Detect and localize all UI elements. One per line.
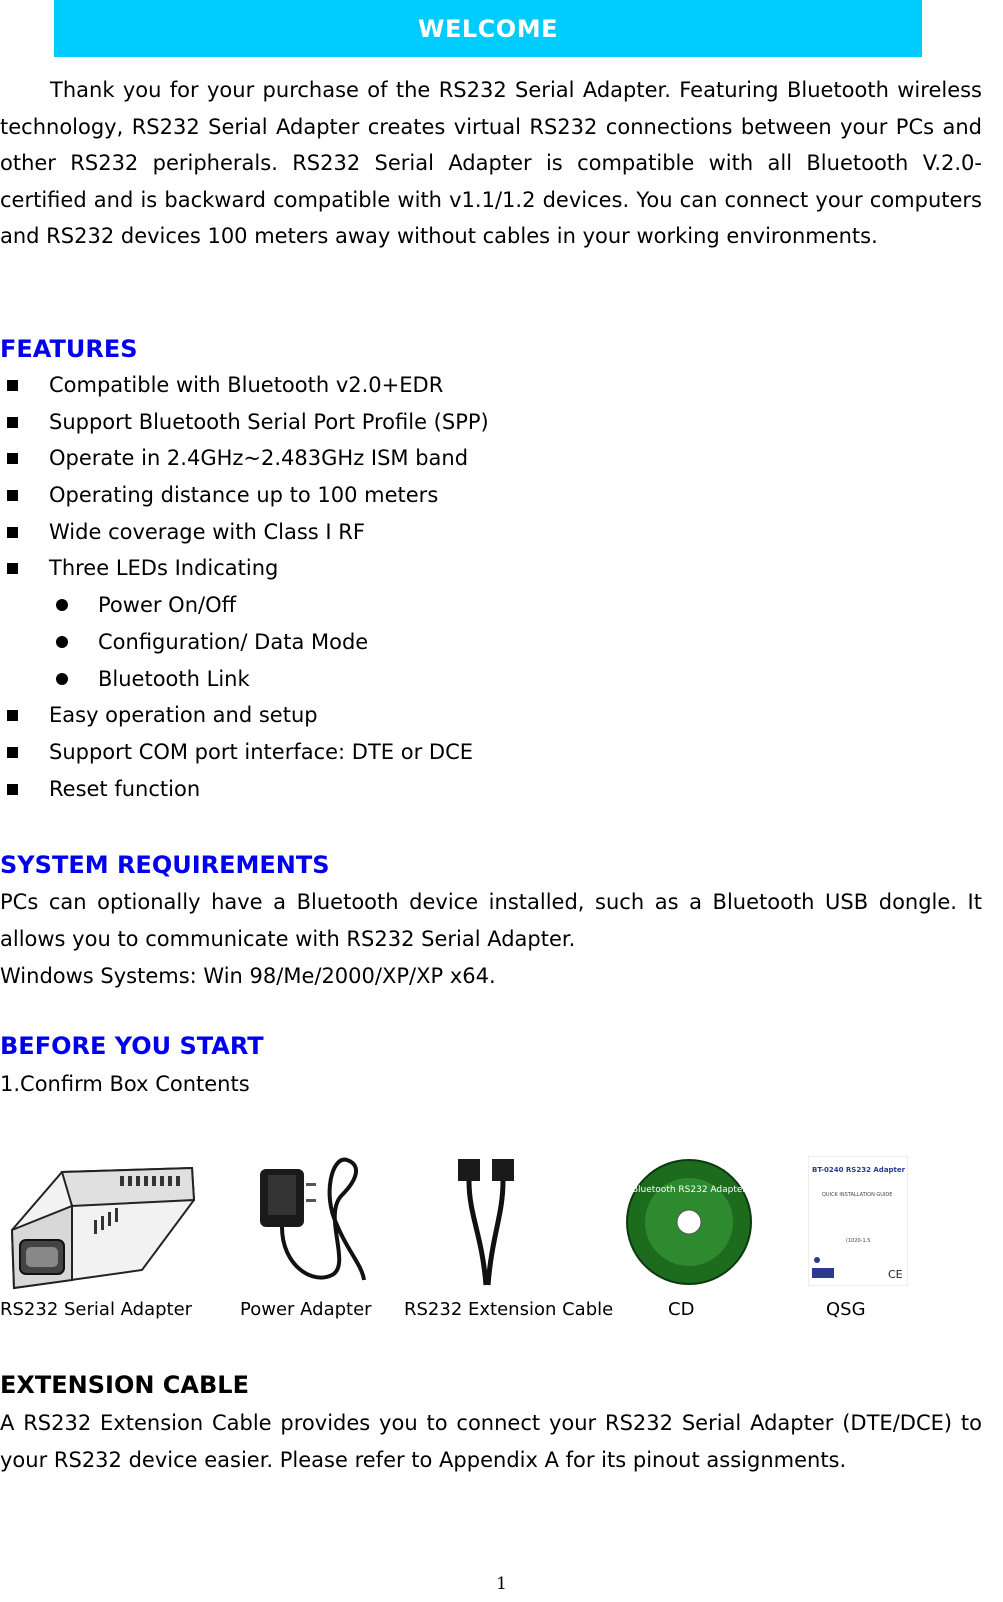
caption-rs232-extension-cable: RS232 Extension Cable xyxy=(404,1299,614,1320)
intro-paragraph: Thank you for your purchase of the RS232 Serial Adapter. Featuring Bluetooth wireless technology, RS232 Serial Adapter creates virtual RS232 connections between your PCs and other RS232 peripherals. RS232 Serial Adapter is compatible with all Bluetooth V.2.0-certified and is backward compatible with v1.1/1.2 devices. You can connect your computers and RS232 devices 100 meters away without cables in your working environments. xyxy=(0,78,982,249)
welcome-title: WELCOME xyxy=(418,14,558,43)
sub-list-item: Bluetooth Link xyxy=(0,661,900,698)
square-bullet-icon xyxy=(7,784,18,795)
square-bullet-icon xyxy=(7,563,18,574)
square-bullet-icon xyxy=(7,490,18,501)
features-heading: FEATURES xyxy=(0,335,138,363)
rs232-serial-adapter-image xyxy=(2,1160,202,1290)
list-item: Compatible with Bluetooth v2.0+EDR xyxy=(0,367,900,404)
system-requirements-heading: SYSTEM REQUIREMENTS xyxy=(0,851,330,879)
power-adapter-image xyxy=(252,1155,372,1290)
qsg-subtitle: QUICK INSTALLATION GUIDE xyxy=(822,1192,893,1198)
caption-cd: CD xyxy=(668,1299,695,1320)
sub-list-item: Power On/Off xyxy=(0,587,900,624)
cd-label: Bluetooth RS232 Adapter xyxy=(631,1185,747,1195)
confirm-box-contents-step: 1.Confirm Box Contents xyxy=(0,1072,250,1096)
caption-power-adapter: Power Adapter xyxy=(240,1299,372,1320)
rs232-extension-cable-image xyxy=(452,1155,522,1290)
list-item: Operate in 2.4GHz~2.483GHz ISM band xyxy=(0,440,900,477)
caption-rs232-serial-adapter: RS232 Serial Adapter xyxy=(0,1299,193,1320)
qsg-code: (1020-1.5 xyxy=(846,1238,871,1244)
list-item: Easy operation and setup xyxy=(0,697,900,734)
square-bullet-icon xyxy=(7,527,18,538)
welcome-banner xyxy=(54,0,922,57)
list-item: Support Bluetooth Serial Port Profile (SPP) xyxy=(0,404,900,441)
list-item: Operating distance up to 100 meters xyxy=(0,477,900,514)
sub-list-item: Configuration/ Data Mode xyxy=(0,624,900,661)
list-item: Support COM port interface: DTE or DCE xyxy=(0,734,900,771)
system-requirements-text: PCs can optionally have a Bluetooth device installed, such as a Bluetooth USB dongle. It allows you to communicate with RS232 Serial Adapter. xyxy=(0,890,982,951)
extension-cable-heading: EXTENSION CABLE xyxy=(0,1371,249,1399)
features-list xyxy=(0,367,900,807)
dot-bullet-icon xyxy=(56,636,68,648)
list-item: Three LEDs Indicating xyxy=(0,550,900,587)
svg-text:CE: CE xyxy=(888,1268,903,1281)
qsg-image xyxy=(808,1156,908,1286)
page-number: 1 xyxy=(496,1574,507,1594)
cd-image xyxy=(624,1158,754,1286)
square-bullet-icon xyxy=(7,380,18,391)
square-bullet-icon xyxy=(7,710,18,721)
dot-bullet-icon xyxy=(56,599,68,611)
dot-bullet-icon xyxy=(56,673,68,685)
qsg-title: BT-0240 RS232 Adapter xyxy=(812,1166,906,1174)
square-bullet-icon xyxy=(7,747,18,758)
list-item: Wide coverage with Class I RF xyxy=(0,514,900,551)
square-bullet-icon xyxy=(7,417,18,428)
square-bullet-icon xyxy=(7,453,18,464)
list-item: Reset function xyxy=(0,771,900,808)
windows-systems-text: Windows Systems: Win 98/Me/2000/XP/XP x64. xyxy=(0,964,496,988)
caption-qsg: QSG xyxy=(826,1299,866,1320)
before-you-start-heading: BEFORE YOU START xyxy=(0,1032,264,1060)
extension-cable-text: A RS232 Extension Cable provides you to connect your RS232 Serial Adapter (DTE/DCE) to your RS232 device easier. Please refer to Appendix A for its pinout assignments. xyxy=(0,1411,982,1472)
